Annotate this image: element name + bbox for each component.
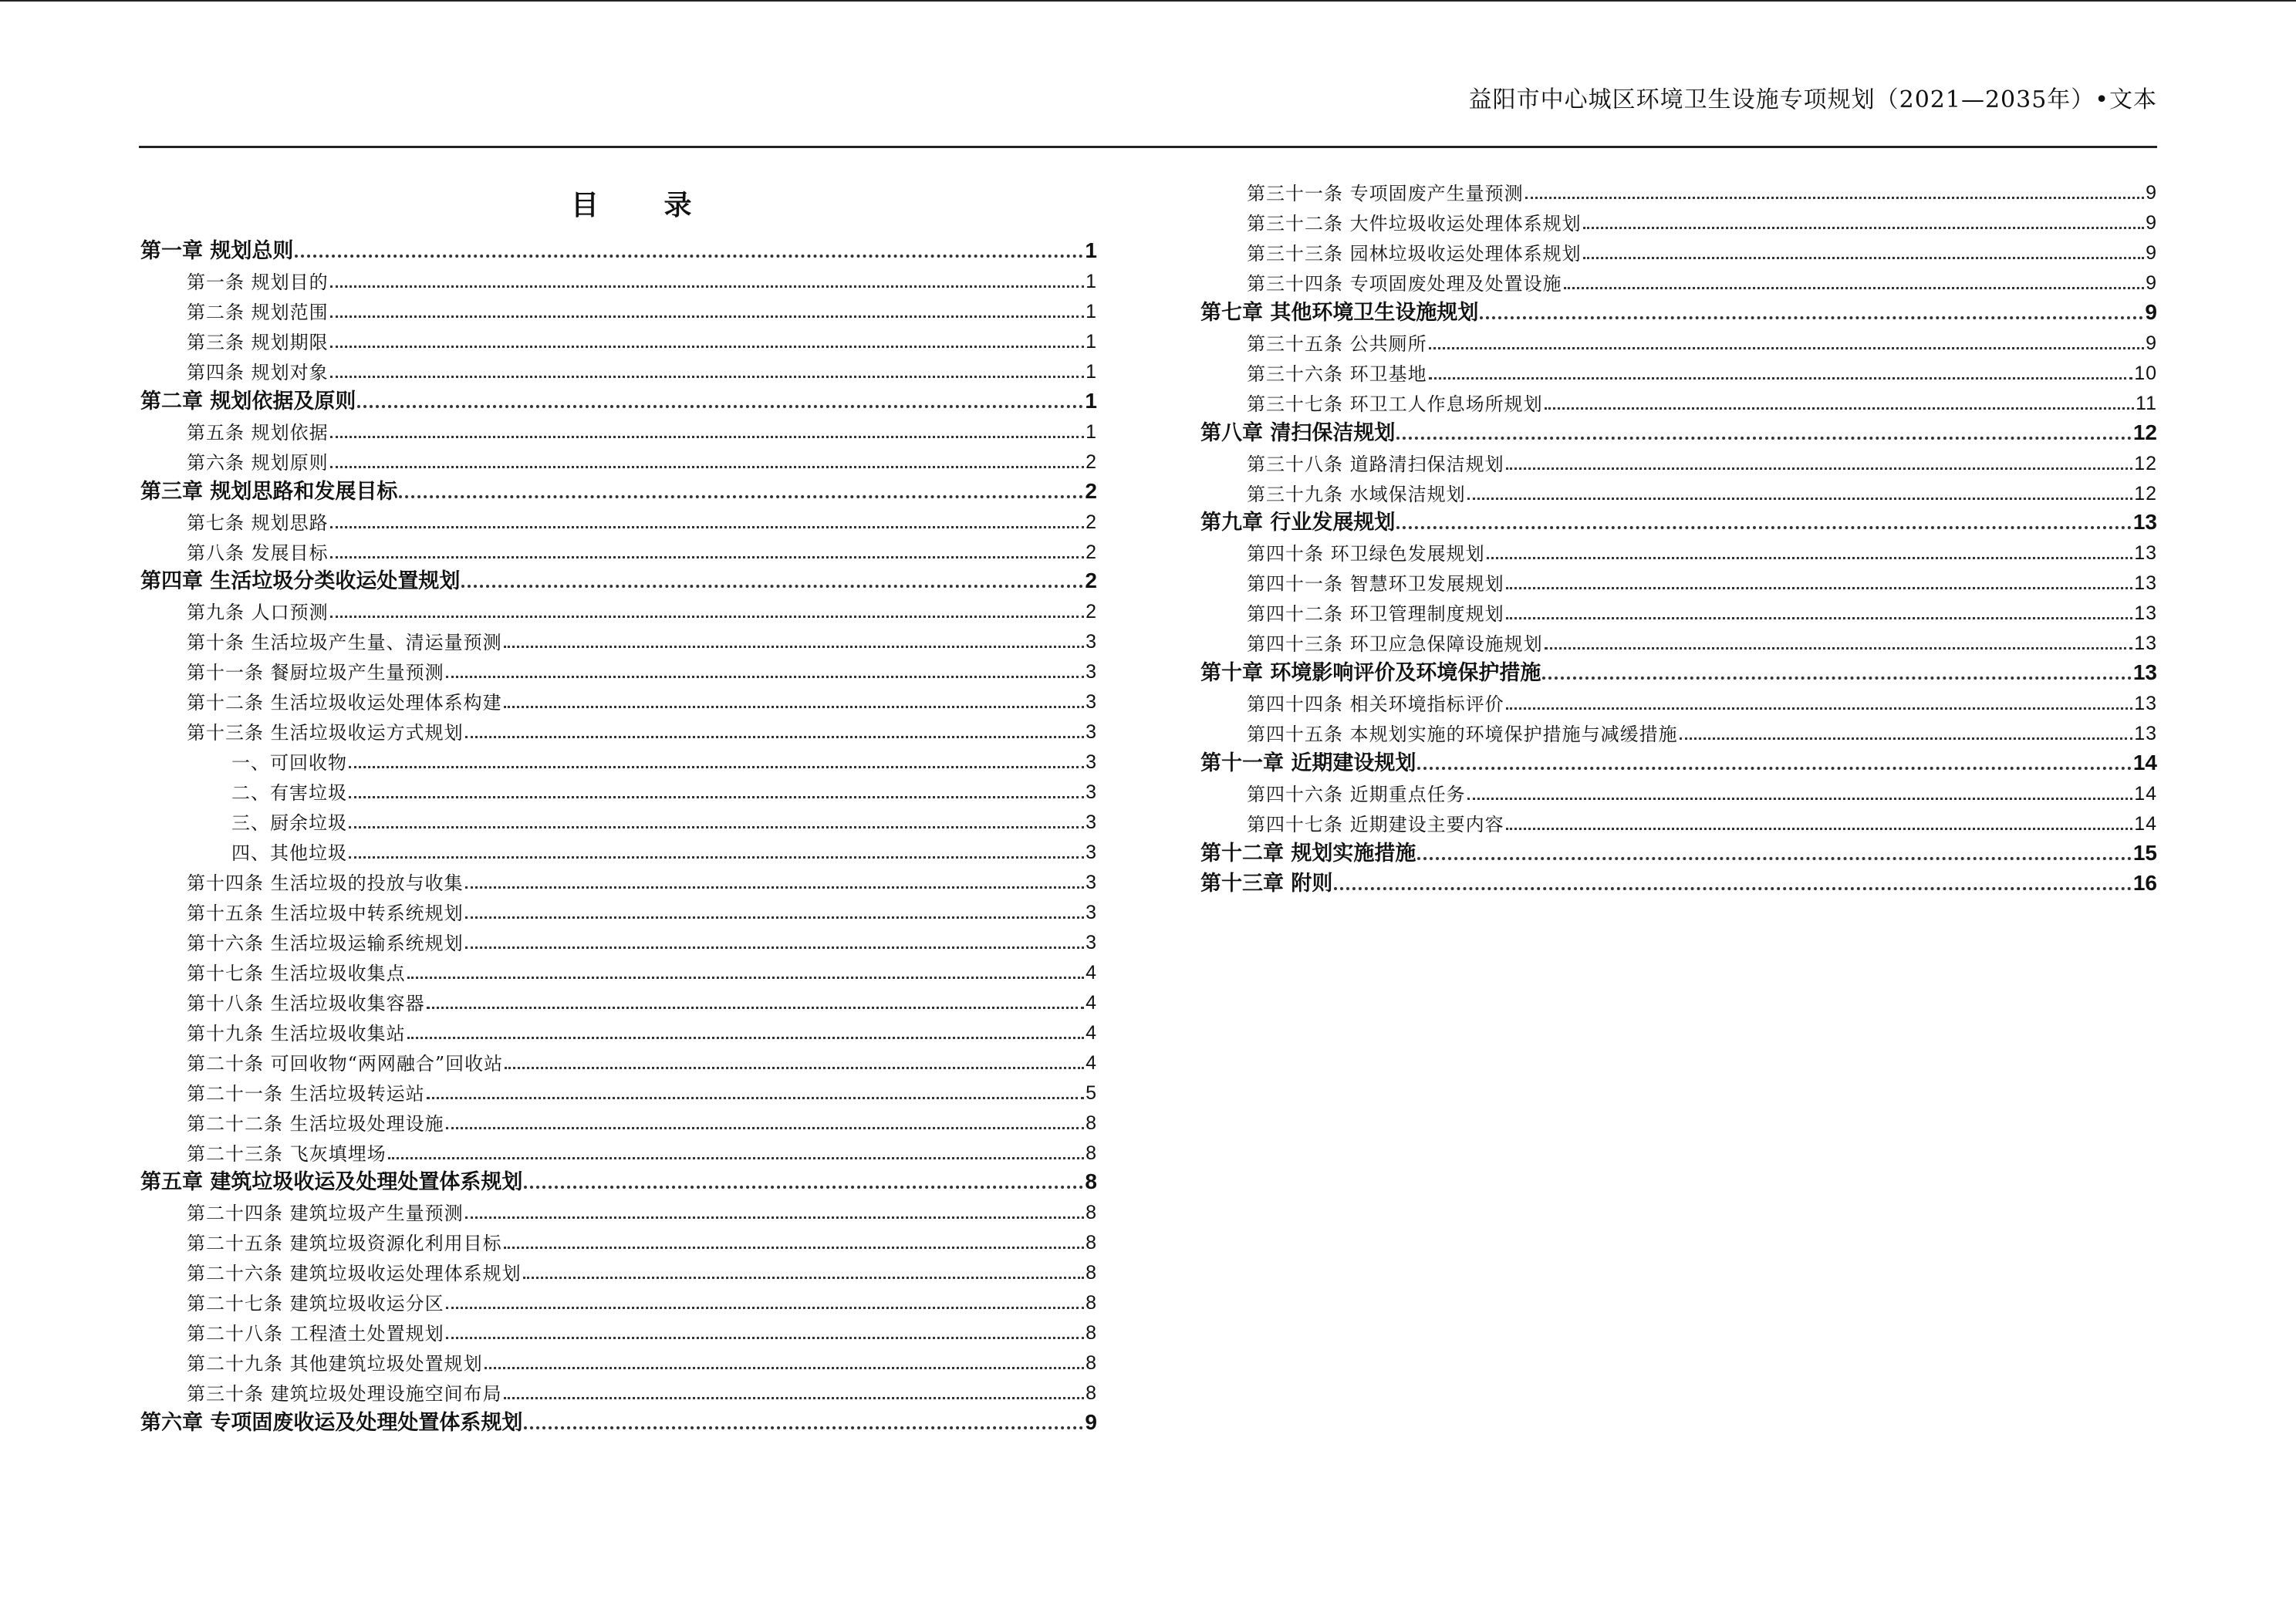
toc-entry-page: 9 xyxy=(2146,211,2157,234)
toc-entry-article[interactable] xyxy=(140,923,1097,953)
toc-entry-article[interactable] xyxy=(140,1283,1097,1313)
toc-leader-dots xyxy=(465,946,1084,949)
toc-entry-article[interactable] xyxy=(140,412,1097,442)
toc-entry-chapter[interactable] xyxy=(1200,744,2157,774)
toc-entry-article[interactable] xyxy=(140,983,1097,1013)
toc-entry-text: 第十五条 生活垃圾中转系统规划 xyxy=(187,902,464,924)
toc-leader-dots xyxy=(1396,526,2131,529)
toc-entry-text: 第二章 规划依据及原则 xyxy=(140,389,356,413)
toc-leader-dots xyxy=(1506,707,2133,710)
toc-entry-text: 第三十二条 大件垃圾收运处理体系规划 xyxy=(1247,212,1582,235)
toc-leader-dots xyxy=(446,1127,1084,1129)
toc-leader-dots xyxy=(427,1007,1084,1009)
toc-entry-page: 3 xyxy=(1086,871,1097,893)
toc-entry-article[interactable] xyxy=(1200,474,2157,504)
toc-entry-text: 第三十一条 专项固废产生量预测 xyxy=(1247,183,1524,204)
toc-entry-text: 第四十五条 本规划实施的环境保护措施与减缓措施 xyxy=(1247,724,1678,746)
toc-leader-dots xyxy=(1545,407,2134,410)
toc-entry-text: 第五章 建筑垃圾收运及处理处置体系规划 xyxy=(140,1170,523,1195)
toc-entry-page: 3 xyxy=(1086,721,1097,744)
toc-entry-chapter[interactable] xyxy=(1200,653,2157,686)
toc-entry-article[interactable] xyxy=(140,352,1097,382)
toc-entry-chapter[interactable] xyxy=(1200,503,2157,533)
toc-entry-page: 2 xyxy=(1085,478,1097,503)
toc-entry-article[interactable] xyxy=(140,772,1097,805)
toc-entry-article[interactable] xyxy=(140,1223,1097,1253)
toc-entry-page: 1 xyxy=(1085,238,1097,262)
toc-entry-text: 第二十一条 生活垃圾转运站 xyxy=(187,1082,425,1105)
toc-leader-dots xyxy=(1506,467,2133,470)
toc-entry-chapter[interactable] xyxy=(1200,293,2157,323)
toc-entry-page: 9 xyxy=(2145,299,2157,324)
toc-entry-article[interactable] xyxy=(140,802,1097,835)
toc-entry-article[interactable] xyxy=(1200,804,2157,834)
toc-entry-text: 第二十二条 生活垃圾处理设施 xyxy=(187,1112,444,1135)
toc-entry-page: 8 xyxy=(1086,1382,1097,1405)
toc-leader-dots xyxy=(1467,798,2133,800)
toc-leader-dots xyxy=(1583,227,2144,229)
toc-entry-page: 8 xyxy=(1086,1112,1097,1134)
toc-entry-text: 第十三章 附则 xyxy=(1200,871,1333,896)
toc-leader-dots xyxy=(523,1277,1084,1279)
toc-entry-article[interactable] xyxy=(1200,563,2157,596)
toc-entry-page: 1 xyxy=(1086,270,1097,292)
toc-leader-dots xyxy=(357,405,1083,408)
toc-entry-article[interactable] xyxy=(140,592,1097,622)
toc-leader-dots xyxy=(330,466,1084,468)
toc-entry-article[interactable] xyxy=(1200,533,2157,563)
toc-entry-page: 12 xyxy=(2132,420,2157,444)
toc-entry-page: 3 xyxy=(1086,631,1097,653)
toc-entry-page: 8 xyxy=(1086,1352,1097,1375)
toc-entry-page: 1 xyxy=(1086,360,1097,383)
toc-entry-article[interactable] xyxy=(140,1193,1097,1223)
toc-leader-dots xyxy=(330,526,1084,528)
toc-entry-article[interactable] xyxy=(140,1043,1097,1073)
toc-entry-chapter[interactable] xyxy=(140,1162,1097,1193)
toc-leader-dots xyxy=(524,1186,1083,1189)
page-top-border xyxy=(0,0,2296,2)
toc-leader-dots xyxy=(465,916,1084,919)
toc-leader-dots xyxy=(1417,857,2131,860)
toc-leader-dots xyxy=(524,1426,1083,1429)
toc-leader-dots xyxy=(504,706,1084,708)
toc-entry-page: 9 xyxy=(2146,241,2157,264)
toc-entry-article[interactable] xyxy=(1200,774,2157,804)
toc-entry-text: 第十六条 生活垃圾运输系统规划 xyxy=(187,932,464,954)
toc-entry-page: 3 xyxy=(1086,661,1097,683)
toc-entry-article[interactable] xyxy=(140,1103,1097,1133)
toc-entry-text: 第二十八条 工程渣土处置规划 xyxy=(187,1323,444,1345)
toc-leader-dots xyxy=(295,255,1083,258)
toc-entry-text: 第七条 规划思路 xyxy=(187,511,329,534)
toc-entry-article[interactable] xyxy=(1200,173,2157,203)
header-rule xyxy=(139,146,2157,148)
toc-entry-article[interactable] xyxy=(1200,444,2157,474)
toc-entry-page: 3 xyxy=(1086,931,1097,953)
toc-entry-page: 11 xyxy=(2136,392,2157,414)
toc-leader-dots xyxy=(1506,617,2133,619)
toc-entry-page: 4 xyxy=(1086,1051,1097,1074)
toc-entry-page: 1 xyxy=(1086,300,1097,322)
toc-entry-text: 第十四条 生活垃圾的投放与收集 xyxy=(187,872,464,894)
toc-entry-article[interactable] xyxy=(140,652,1097,682)
toc-leader-dots xyxy=(1525,197,2144,199)
toc-entry-article[interactable] xyxy=(1200,233,2157,263)
toc-entry-page: 4 xyxy=(1086,991,1097,1014)
toc-leader-dots xyxy=(485,1367,1084,1369)
toc-entry-text: 四、其他垃圾 xyxy=(231,842,347,864)
toc-entry-text: 第十二章 规划实施措施 xyxy=(1200,841,1416,865)
toc-entry-text: 第十二条 生活垃圾收运处理体系构建 xyxy=(187,692,502,714)
toc-leader-dots xyxy=(427,1097,1084,1099)
toc-leader-dots xyxy=(1506,587,2133,589)
toc-leader-dots xyxy=(330,346,1084,348)
toc-entry-page: 2 xyxy=(1086,541,1097,563)
toc-entry-text: 第十三条 生活垃圾收运方式规划 xyxy=(187,722,464,744)
toc-entry-article[interactable] xyxy=(140,1343,1097,1373)
toc-leader-dots xyxy=(330,436,1084,438)
toc-entry-page: 2 xyxy=(1086,601,1097,623)
toc-entry-text: 第三十九条 水域保洁规划 xyxy=(1247,483,1466,505)
toc-leader-dots xyxy=(1506,828,2133,830)
toc-entry-article[interactable] xyxy=(1200,714,2157,744)
toc-entry-page: 8 xyxy=(1085,1169,1097,1194)
toc-leader-dots xyxy=(505,1067,1084,1069)
toc-leader-dots xyxy=(330,616,1084,618)
toc-leader-dots xyxy=(349,856,1084,859)
toc-entry-text: 第二条 规划范围 xyxy=(187,301,329,323)
toc-entry-article[interactable] xyxy=(1200,383,2157,413)
toc-entry-text: 第四章 生活垃圾分类收运处置规划 xyxy=(140,569,461,594)
toc-entry-text: 第一章 规划总则 xyxy=(140,239,294,263)
toc-entry-text: 第六章 专项固废收运及处理处置体系规划 xyxy=(140,1411,523,1436)
toc-entry-page: 3 xyxy=(1086,751,1097,774)
toc-entry-text: 第四十七条 近期建设主要内容 xyxy=(1247,813,1504,835)
toc-leader-dots xyxy=(330,376,1084,378)
toc-entry-page: 3 xyxy=(1086,901,1097,923)
toc-entry-article[interactable] xyxy=(1200,203,2157,233)
toc-entry-page: 8 xyxy=(1086,1142,1097,1164)
toc-leader-dots xyxy=(465,736,1084,738)
toc-entry-text: 第十七条 生活垃圾收集点 xyxy=(187,962,406,984)
toc-entry-article[interactable] xyxy=(140,862,1097,892)
toc-entry-article[interactable] xyxy=(140,502,1097,532)
toc-entry-text: 第五条 规划依据 xyxy=(187,421,329,444)
toc-entry-page: 3 xyxy=(1086,842,1097,863)
toc-entry-article[interactable] xyxy=(140,1073,1097,1103)
toc-entry-page: 8 xyxy=(1086,1262,1097,1284)
toc-entry-article[interactable] xyxy=(140,1133,1097,1163)
toc-entry-article[interactable] xyxy=(1200,263,2157,293)
toc-entry-page: 13 xyxy=(2132,510,2157,535)
toc-entry-page: 9 xyxy=(2146,272,2157,294)
toc-entry-page: 1 xyxy=(1086,420,1097,443)
toc-entry-page: 13 xyxy=(2134,602,2157,625)
toc-entry-text: 第三十条 建筑垃圾处理设施空间布局 xyxy=(187,1383,502,1405)
toc-entry-page: 9 xyxy=(2146,332,2157,354)
toc-entry-text: 三、厨余垃圾 xyxy=(231,812,347,835)
toc-entry-text: 第八章 清扫保洁规划 xyxy=(1200,420,1396,445)
toc-entry-page: 4 xyxy=(1086,1021,1097,1044)
toc-entry-page: 15 xyxy=(2132,840,2157,865)
toc-entry-page: 10 xyxy=(2134,362,2157,384)
toc-entry-article[interactable] xyxy=(1200,593,2157,626)
toc-entry-article[interactable] xyxy=(1200,683,2157,714)
document-header-title: 益阳市中心城区环境卫生设施专项规划（2021—2035年）•文本 xyxy=(1468,86,2157,113)
toc-entry-text: 第十一章 近期建设规划 xyxy=(1200,751,1416,776)
toc-leader-dots xyxy=(1583,257,2144,259)
toc-leader-dots xyxy=(1396,437,2131,440)
toc-leader-dots xyxy=(330,285,1084,288)
toc-entry-article[interactable] xyxy=(140,262,1097,292)
toc-entry-page: 9 xyxy=(1085,1410,1097,1435)
toc-entry-article[interactable] xyxy=(140,292,1097,322)
toc-entry-text: 第二十六条 建筑垃圾收运处理体系规划 xyxy=(187,1263,522,1285)
toc-leader-dots xyxy=(1487,557,2133,559)
toc-leader-dots xyxy=(1542,677,2131,680)
toc-leader-dots xyxy=(1417,767,2131,770)
toc-entry-chapter[interactable] xyxy=(140,472,1097,502)
toc-entry-text: 第四十三条 环卫应急保障设施规划 xyxy=(1247,633,1543,656)
toc-entry-text: 第四条 规划对象 xyxy=(187,361,329,383)
toc-entry-text: 第四十六条 近期重点任务 xyxy=(1247,784,1466,805)
toc-leader-dots xyxy=(407,1037,1084,1039)
toc-leader-dots xyxy=(1480,316,2143,319)
toc-entry-article[interactable] xyxy=(1200,353,2157,383)
toc-leader-dots xyxy=(504,1397,1084,1399)
toc-leader-dots xyxy=(407,977,1084,979)
toc-entry-text: 第九条 人口预测 xyxy=(187,602,329,624)
toc-entry-text: 第四十条 环卫绿色发展规划 xyxy=(1247,543,1485,565)
toc-entry-article[interactable] xyxy=(1200,323,2157,353)
toc-entry-article[interactable] xyxy=(140,742,1097,772)
toc-entry-text: 第九章 行业发展规划 xyxy=(1200,511,1396,535)
toc-entry-page: 2 xyxy=(1086,450,1097,473)
toc-entry-text: 第六条 规划原则 xyxy=(187,451,329,474)
toc-entry-page: 13 xyxy=(2134,693,2157,715)
toc-entry-text: 第三十三条 园林垃圾收运处理体系规划 xyxy=(1247,242,1582,265)
toc-entry-page: 9 xyxy=(2146,182,2157,204)
toc-entry-text: 第二十四条 建筑垃圾产生量预测 xyxy=(187,1203,464,1225)
toc-entry-text: 第二十条 可回收物“两网融合”回收站 xyxy=(187,1052,504,1075)
toc-entry-page: 2 xyxy=(1086,511,1097,533)
toc-entry-page: 13 xyxy=(2134,542,2157,565)
toc-leader-dots xyxy=(1429,347,2144,349)
toc-leader-dots xyxy=(1467,498,2133,500)
toc-entry-page: 13 xyxy=(2134,633,2157,655)
toc-leader-dots xyxy=(1545,647,2133,650)
toc-leader-dots xyxy=(504,646,1084,648)
toc-entry-text: 第一条 规划目的 xyxy=(187,271,329,293)
toc-entry-text: 第三十四条 专项固废处理及处置设施 xyxy=(1247,272,1562,295)
toc-entry-text: 第七章 其他环境卫生设施规划 xyxy=(1200,300,1479,325)
toc-entry-article[interactable] xyxy=(140,622,1097,652)
toc-entry-page: 3 xyxy=(1086,691,1097,714)
toc-entry-text: 第十八条 生活垃圾收集容器 xyxy=(187,992,425,1014)
toc-entry-page: 3 xyxy=(1086,781,1097,804)
toc-leader-dots xyxy=(388,1157,1084,1159)
toc-entry-article[interactable] xyxy=(1200,623,2157,656)
toc-entry-text: 第三十五条 公共厕所 xyxy=(1247,332,1427,355)
toc-entry-text: 第三十七条 环卫工人作息场所规划 xyxy=(1247,393,1543,415)
toc-leader-dots xyxy=(349,826,1084,828)
toc-entry-page: 1 xyxy=(1086,330,1097,353)
toc-entry-article[interactable] xyxy=(140,712,1097,742)
toc-entry-page: 14 xyxy=(2134,812,2157,835)
toc-entry-page: 8 xyxy=(1086,1292,1097,1314)
toc-entry-text: 第八条 发展目标 xyxy=(187,542,329,564)
toc-entry-article[interactable] xyxy=(140,532,1097,562)
toc-entry-page: 13 xyxy=(2134,723,2157,745)
toc-entry-article[interactable] xyxy=(140,1313,1097,1343)
toc-leader-dots xyxy=(1334,887,2131,890)
toc-entry-page: 13 xyxy=(2132,660,2157,685)
toc-entry-page: 12 xyxy=(2134,482,2157,504)
toc-entry-page: 8 xyxy=(1086,1202,1097,1224)
toc-entry-text: 二、有害垃圾 xyxy=(231,782,347,805)
toc-entry-page: 5 xyxy=(1086,1081,1097,1104)
toc-entry-text: 第十条 生活垃圾产生量、清运量预测 xyxy=(187,632,502,654)
toc-entry-text: 第三条 规划期限 xyxy=(187,331,329,353)
toc-entry-page: 8 xyxy=(1086,1322,1097,1345)
toc-entry-text: 第四十二条 环卫管理制度规划 xyxy=(1247,603,1504,626)
toc-entry-text: 第二十七条 建筑垃圾收运分区 xyxy=(187,1293,444,1315)
toc-entry-article[interactable] xyxy=(140,1253,1097,1283)
toc-entry-page: 2 xyxy=(1085,569,1097,593)
toc-entry-text: 第十章 环境影响评价及环境保护措施 xyxy=(1200,661,1541,686)
toc-leader-dots xyxy=(330,556,1084,558)
toc-leader-dots xyxy=(399,495,1083,498)
toc-entry-article[interactable] xyxy=(140,322,1097,352)
toc-entry-article[interactable] xyxy=(140,442,1097,472)
toc-leader-dots xyxy=(461,585,1083,588)
toc-entry-page: 14 xyxy=(2134,783,2157,805)
toc-leader-dots xyxy=(465,1216,1084,1219)
toc-entry-text: 第二十三条 飞灰填埋场 xyxy=(187,1142,387,1165)
toc-leader-dots xyxy=(446,1337,1084,1339)
toc-title: 目 录 xyxy=(571,189,720,221)
toc-entry-article[interactable] xyxy=(140,892,1097,923)
toc-leader-dots xyxy=(349,796,1084,798)
toc-entry-page: 3 xyxy=(1086,812,1097,834)
toc-entry-chapter[interactable] xyxy=(1200,864,2157,894)
toc-leader-dots xyxy=(446,1307,1084,1309)
toc-leader-dots xyxy=(504,1247,1084,1249)
toc-entry-article[interactable] xyxy=(140,682,1097,712)
toc-entry-page: 16 xyxy=(2132,870,2157,895)
toc-entry-page: 8 xyxy=(1086,1232,1097,1254)
toc-entry-page: 13 xyxy=(2134,572,2157,595)
toc-entry-article[interactable] xyxy=(140,832,1097,862)
toc-entry-chapter[interactable] xyxy=(140,382,1097,412)
toc-entry-page: 1 xyxy=(1085,388,1097,413)
toc-entry-text: 第二十五条 建筑垃圾资源化利用目标 xyxy=(187,1233,502,1255)
toc-entry-text: 第四十四条 相关环境指标评价 xyxy=(1247,693,1504,716)
toc-entry-text: 第四十一条 智慧环卫发展规划 xyxy=(1247,573,1504,596)
toc-entry-article[interactable] xyxy=(140,1373,1097,1403)
toc-entry-article[interactable] xyxy=(140,1013,1097,1043)
toc-leader-dots xyxy=(330,315,1084,318)
toc-entry-page: 14 xyxy=(2132,751,2157,775)
toc-entry-text: 第三十六条 环卫基地 xyxy=(1247,363,1427,385)
toc-entry-text: 第三章 规划思路和发展目标 xyxy=(140,479,398,504)
toc-leader-dots xyxy=(465,886,1084,889)
toc-entry-chapter[interactable] xyxy=(140,1403,1097,1436)
toc-entry-text: 第三十八条 道路清扫保洁规划 xyxy=(1247,453,1504,475)
toc-entry-page: 4 xyxy=(1086,961,1097,984)
toc-entry-article[interactable] xyxy=(140,953,1097,983)
toc-leader-dots xyxy=(1564,287,2144,289)
toc-entry-chapter[interactable] xyxy=(140,231,1097,262)
toc-entry-text: 一、可回收物 xyxy=(231,752,347,774)
toc-leader-dots xyxy=(1429,377,2133,380)
toc-leader-dots xyxy=(1680,737,2133,740)
toc-entry-page: 12 xyxy=(2134,452,2157,474)
toc-entry-chapter[interactable] xyxy=(140,562,1097,592)
toc-entry-text: 第二十九条 其他建筑垃圾处置规划 xyxy=(187,1353,483,1375)
toc-entry-chapter[interactable] xyxy=(1200,834,2157,864)
toc-entry-text: 第十九条 生活垃圾收集站 xyxy=(187,1022,406,1044)
toc-leader-dots xyxy=(349,766,1084,768)
toc-leader-dots xyxy=(446,676,1084,678)
toc-entry-chapter[interactable] xyxy=(1200,413,2157,444)
toc-entry-text: 第十一条 餐厨垃圾产生量预测 xyxy=(187,662,444,684)
